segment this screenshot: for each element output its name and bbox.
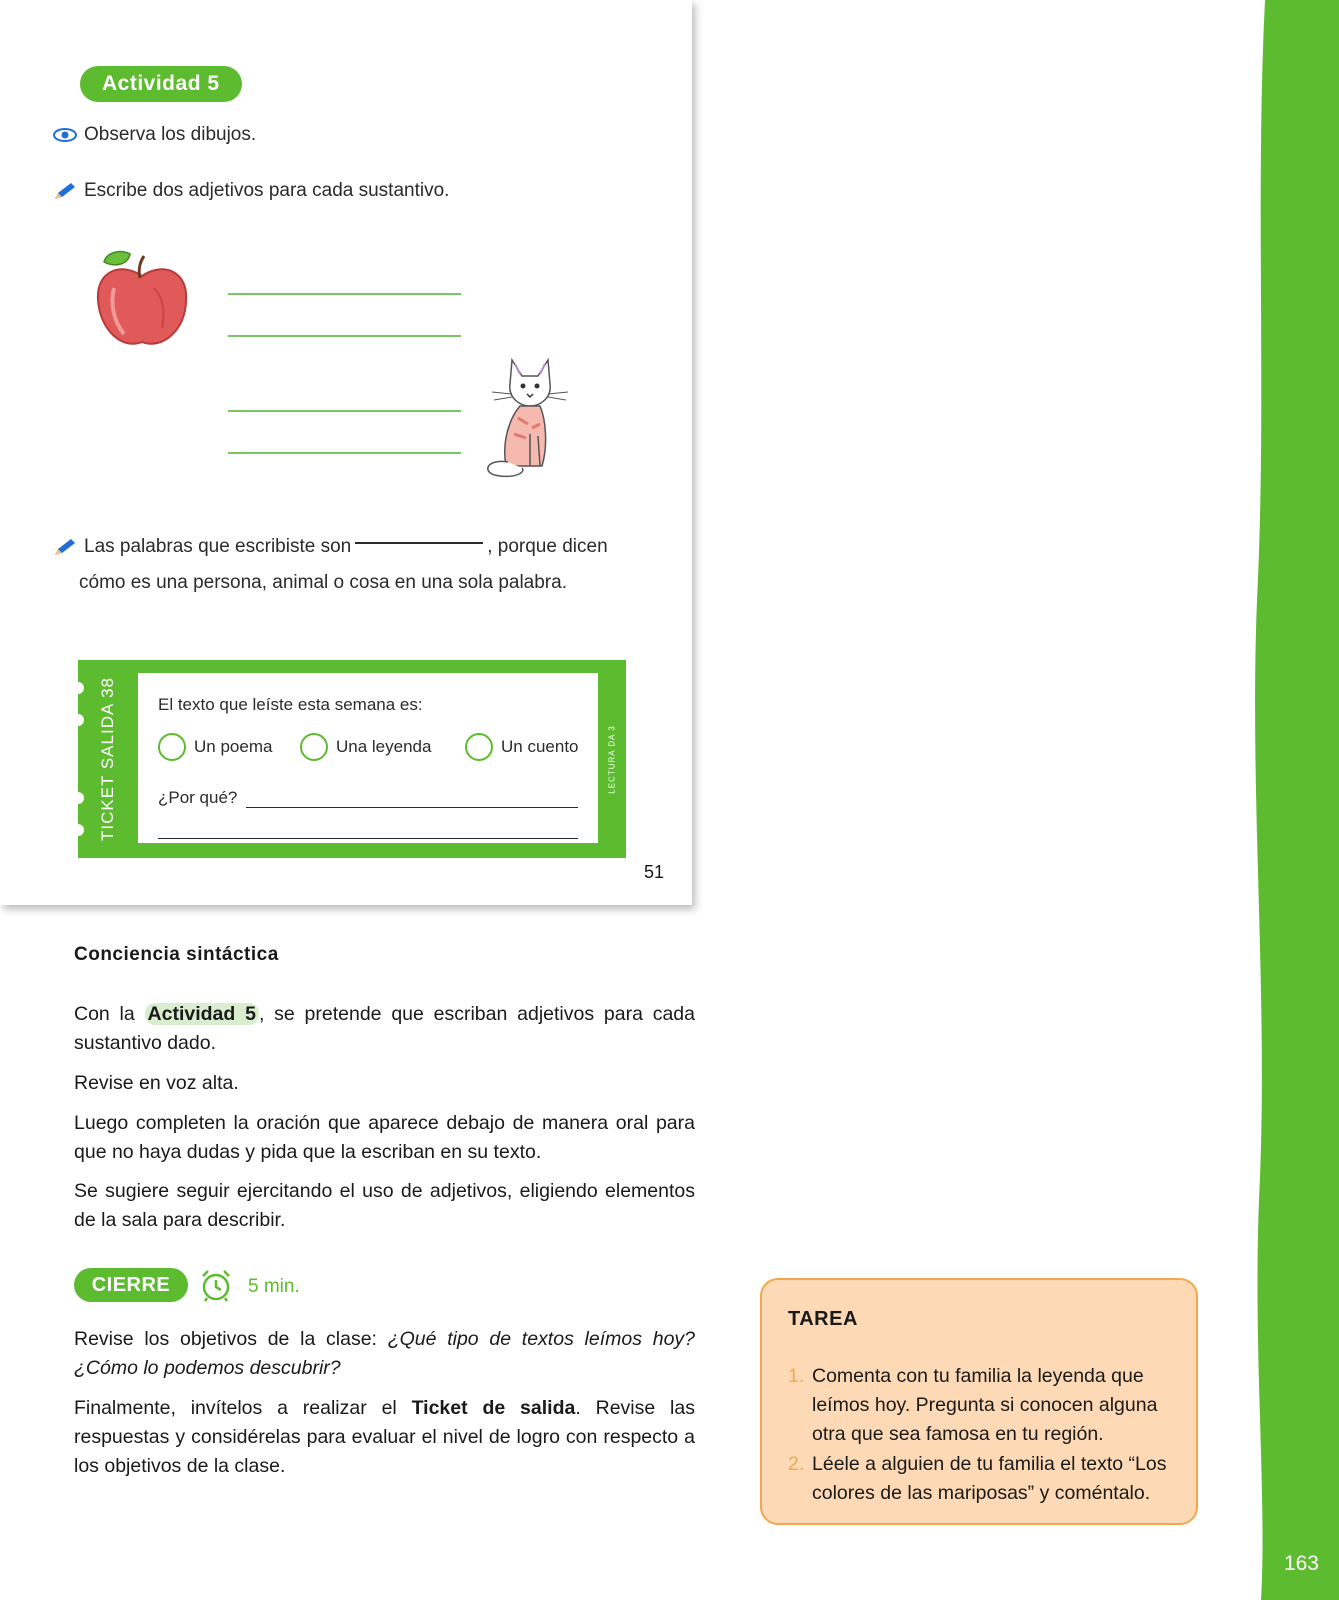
ticket-question: El texto que leíste esta semana es: xyxy=(158,695,423,714)
cierre-paragraph-2: Finalmente, invítelos a realizar el Ticket de salida. Revise las respuestas y considérelas para evaluar el nivel de logro con respecto a los objetivos de la clase. xyxy=(74,1397,695,1477)
ticket-why: ¿Por qué? xyxy=(158,788,238,807)
answer-line-cat-2[interactable] xyxy=(228,452,461,454)
instruction-observe: Observa los dibujos. xyxy=(52,124,256,146)
ticket-answer-line-1[interactable] xyxy=(246,807,578,808)
sentence-line-2: cómo es una persona, animal o cosa en una sola palabra. xyxy=(79,572,567,593)
activity-label: Actividad 5 xyxy=(80,66,242,102)
apple-drawing xyxy=(92,248,192,357)
activity-highlight: Actividad 5 xyxy=(145,1003,259,1025)
tarea-item: 1. Comenta con tu familia la leyenda que leímos hoy. Pregunta si conocen alguna otra que sea famosa en tu región. xyxy=(788,1365,1158,1445)
section-paragraph-2: Revise en voz alta. xyxy=(74,1072,239,1094)
section-heading: Conciencia sintáctica xyxy=(74,944,279,965)
sentence-prompt: Las palabras que escribiste son , porque dicen xyxy=(52,536,608,558)
exit-ticket xyxy=(78,660,626,858)
pencil-icon xyxy=(52,537,78,557)
ticket-side-label: TICKET SALIDA 38 xyxy=(98,676,117,842)
eye-icon xyxy=(52,128,78,142)
alarm-clock-icon xyxy=(198,1268,234,1307)
answer-line-cat-1[interactable] xyxy=(228,410,461,412)
answer-line-apple-1[interactable] xyxy=(228,293,461,295)
cierre-time: 5 min. xyxy=(248,1276,300,1297)
ticket-content xyxy=(138,673,598,843)
sentence-blank[interactable] xyxy=(355,542,483,544)
tarea-box xyxy=(760,1278,1198,1525)
option-circle[interactable] xyxy=(465,733,493,761)
worksheet-page xyxy=(0,0,692,905)
worksheet-page-number: 51 xyxy=(644,862,665,882)
option-cuento[interactable]: Un cuento xyxy=(465,733,579,761)
option-circle[interactable] xyxy=(300,733,328,761)
instruction-write: Escribe dos adjetivos para cada sustantivo. xyxy=(52,180,449,202)
section-paragraph-3: Luego completen la oración que aparece debajo de manera oral para que no haya dudas y pida que la escriban en su texto. xyxy=(74,1112,695,1163)
tarea-item: 2. Léele a alguien de tu familia el texto “Los colores de las mariposas” y coméntalo. xyxy=(788,1453,1167,1504)
pencil-icon xyxy=(52,181,78,201)
cat-drawing xyxy=(482,354,582,489)
page-number: 163 xyxy=(1283,1552,1319,1575)
ticket-answer-line-2[interactable] xyxy=(158,838,578,839)
tarea-title: TAREA xyxy=(788,1308,858,1330)
cierre-badge: CIERRE xyxy=(74,1268,188,1302)
option-circle[interactable] xyxy=(158,733,186,761)
cierre-paragraph-1: Revise los objetivos de la clase: ¿Qué tipo de textos leímos hoy? ¿Cómo lo podemos descubrir? xyxy=(74,1328,696,1379)
section-paragraph-4: Se sugiere seguir ejercitando el uso de adjetivos, eligiendo elementos de la sala para describir. xyxy=(74,1180,695,1231)
ticket-right-label: LECTURA DA 3 xyxy=(607,724,617,794)
answer-line-apple-2[interactable] xyxy=(228,335,461,337)
section-paragraph-1: Con la Actividad 5 , se pretende que escriban adjetivos para cada sustantivo dado. xyxy=(74,1003,695,1054)
green-side-band xyxy=(1249,0,1339,1600)
option-leyenda[interactable]: Una leyenda xyxy=(300,733,431,761)
option-poema[interactable]: Un poema xyxy=(158,733,272,761)
